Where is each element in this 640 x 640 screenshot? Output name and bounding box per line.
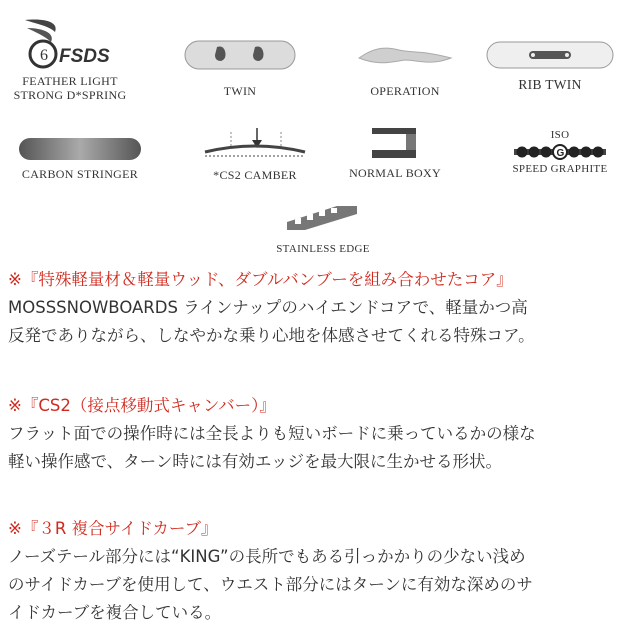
stainless-edge-icon (283, 200, 363, 240)
feature-normal-boxy-label: NORMAL BOXY (349, 166, 441, 180)
feature-stainless-edge (258, 200, 388, 256)
feature-operation (340, 38, 470, 98)
feature-twin (180, 38, 300, 98)
section-core (8, 266, 636, 350)
feature-twin-label: TWIN (223, 84, 257, 98)
speed-graphite-base-icon (512, 142, 608, 162)
feature-fsds (5, 12, 135, 102)
feature-cs2-camber-label: *CS2 CAMBER (213, 168, 297, 182)
operation-board-icon (355, 38, 455, 72)
feather-logo-icon (15, 12, 125, 74)
feature-rib-twin-label: RIB TWIN (518, 77, 582, 92)
feature-operation-label: OPERATION (370, 84, 440, 98)
feature-normal-boxy (335, 126, 455, 180)
feature-speed-graphite (500, 128, 620, 176)
section-heading: ※『３R 複合サイドカーブ』 (8, 519, 218, 538)
feature-carbon-stringer-label: CARBON STRINGER (21, 167, 139, 181)
feature-fsds-line2: STRONG D*SPRING (13, 88, 127, 102)
feature-stainless-edge-label: STAINLESS EDGE (276, 243, 370, 255)
section-heading: ※『CS2（接点移動式キャンバー）』 (8, 396, 276, 415)
fsds-logo-text: FSDS (59, 46, 110, 67)
feature-speed-graphite-label: SPEED GRAPHITE (512, 163, 608, 175)
feature-carbon-stringer (5, 134, 155, 181)
svg-text:6: 6 (40, 47, 48, 64)
normal-boxy-edge-icon (370, 126, 420, 160)
section-sidecurve (8, 515, 636, 627)
section-line: MOSSSNOWBOARDS ラインナップのハイエンドコアで、軽量かつ高 (8, 298, 528, 317)
section-heading: ※『特殊軽量材＆軽量ウッド、ダブルバンブーを組み合わせたコア』 (8, 270, 513, 289)
feature-fsds-line1: FEATHER LIGHT (22, 74, 118, 88)
twin-board-icon (183, 38, 297, 72)
section-line: イドカーブを複合している。 (8, 603, 222, 622)
feature-cs2-camber (195, 126, 315, 182)
feature-rib-twin (480, 38, 620, 92)
section-cs2 (8, 392, 636, 476)
carbon-stringer-board-icon (17, 134, 143, 164)
cs2-camber-icon (201, 126, 309, 162)
section-line: のサイドカーブを使用して、ウエスト部分にはターンに有効な深めのサ (8, 575, 533, 594)
rib-twin-board-icon (485, 38, 615, 72)
feature-iso-label: ISO (550, 129, 570, 141)
section-line: フラット面での操作時には全長よりも短いボードに乗っているかの様な (8, 424, 536, 443)
section-line: 軽い操作感で、ターン時には有効エッジを最大限に生かせる形状。 (8, 452, 503, 471)
section-line: ノーズテール部分には“KING”の長所でもある引っかかりの少ない浅め (8, 547, 526, 566)
section-line: 反発でありながら、しなやかな乗り心地を体感させてくれる特殊コア。 (8, 326, 535, 345)
svg-text:G: G (556, 148, 565, 159)
